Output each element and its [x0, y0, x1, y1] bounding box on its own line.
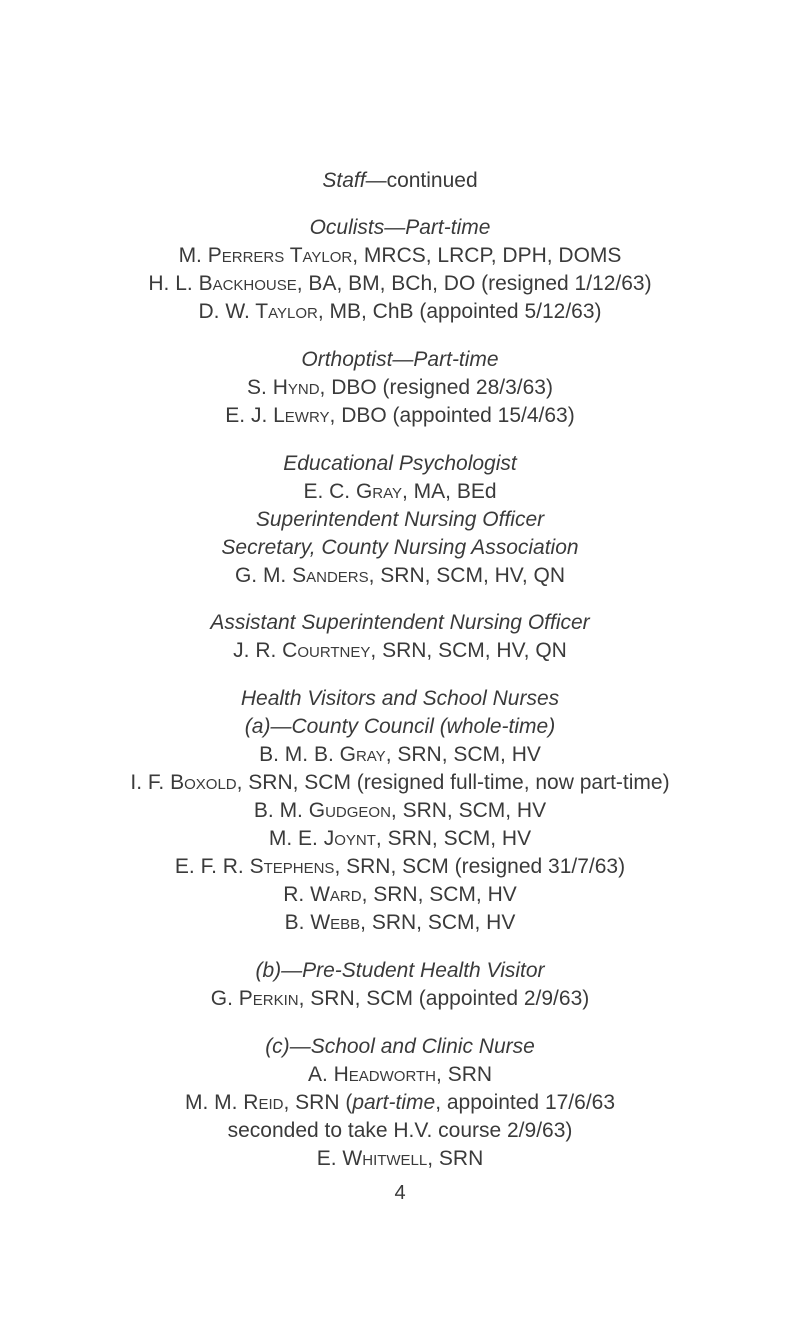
educational-psychologist-heading: Educational Psychologist [283, 452, 517, 475]
subsection-label: (c) [265, 1035, 290, 1058]
health-visitors-subheading-b [0, 958, 800, 984]
staff-details: , MA, BEd [402, 480, 497, 503]
staff-details: , SRN ( [283, 1091, 353, 1114]
staff-name: E. J. Lewry [225, 404, 330, 427]
staff-name: M. Perrers Taylor [178, 244, 353, 267]
orthoptist-entry [0, 375, 800, 401]
health-visitor-entry [0, 826, 800, 852]
orthoptist-heading: Orthoptist—Part-time [301, 348, 499, 371]
staff-details-italic: part-time [352, 1091, 436, 1114]
orthoptist-entry [0, 403, 800, 429]
page-title-rest: —continued [365, 169, 478, 192]
subsection-label: (a) [244, 715, 271, 738]
staff-name: M. E. Joynt [268, 827, 376, 850]
staff-details: , SRN, SCM, HV [390, 799, 547, 822]
staff-name: M. M. Reid [184, 1091, 284, 1114]
staff-name: I. F. Boxold [130, 771, 237, 794]
staff-details: , MB, ChB (appointed 5/12/63) [317, 300, 602, 323]
pre-student-entry [0, 986, 800, 1012]
staff-name: G. M. Sanders [234, 564, 369, 587]
staff-details: , SRN, SCM (resigned 31/7/63) [334, 855, 626, 878]
staff-name: B. M. B. Gray [259, 743, 386, 766]
staff-name: E. C. Gray [303, 480, 403, 503]
school-nurse-entry [0, 1062, 800, 1088]
staff-details: , SRN, SCM (appointed 2/9/63) [298, 987, 590, 1010]
subsection-title: —School and Clinic Nurse [289, 1035, 535, 1058]
health-visitor-entry [0, 742, 800, 768]
staff-name: B. M. Gudgeon [253, 799, 391, 822]
oculist-entry [0, 243, 800, 269]
page-title-italic: Staff [322, 169, 366, 192]
subsection-label: (b) [255, 959, 282, 982]
school-nurse-entry-continuation [0, 1118, 800, 1144]
staff-details: , SRN, SCM, HV, QN [368, 564, 566, 587]
health-visitor-entry [0, 854, 800, 880]
staff-details: , SRN, SCM, HV [385, 743, 541, 766]
staff-details: , SRN, SCM (resigned full-time, now part-time) [236, 771, 670, 794]
staff-details: seconded to take H.V. course 2/9/63) [227, 1119, 573, 1142]
staff-details: , MRCS, LRCP, DPH, DOMS [352, 244, 622, 267]
school-nurse-entry [0, 1090, 800, 1116]
staff-details: , SRN, SCM, HV [361, 883, 517, 906]
staff-details: , SRN [427, 1147, 484, 1170]
staff-details: , appointed 17/6/63 [435, 1091, 616, 1114]
superintendent-entry [0, 563, 800, 589]
health-visitor-entry [0, 798, 800, 824]
health-visitor-entry [0, 910, 800, 936]
staff-name: J. R. Courtney [233, 639, 371, 662]
staff-name: R. Ward [283, 883, 362, 906]
staff-name: S. Hynd [247, 376, 320, 399]
superintendent-heading: Superintendent Nursing Officer [255, 508, 545, 531]
staff-name: D. W. Taylor [198, 300, 318, 323]
health-visitors-subheading-a [0, 714, 800, 740]
staff-details: , DBO (appointed 15/4/63) [329, 404, 575, 427]
health-visitor-entry [0, 770, 800, 796]
health-visitor-entry [0, 882, 800, 908]
staff-name: E. F. R. Stephens [174, 855, 335, 878]
staff-details: , SRN, SCM, HV [375, 827, 532, 850]
superintendent-subheading: Secretary, County Nursing Association [221, 536, 579, 559]
staff-name: H. L. Backhouse [148, 272, 297, 295]
staff-name: G. Perkin [210, 987, 299, 1010]
staff-details: , SRN, SCM, HV, QN [370, 639, 567, 662]
subsection-title: —County Council (whole-time) [270, 715, 556, 738]
page-number: 4 [394, 1182, 406, 1204]
staff-details: , BA, BM, BCh, DO (resigned 1/12/63) [296, 272, 652, 295]
assistant-superintendent-entry [0, 638, 800, 664]
school-nurse-entry [0, 1146, 800, 1172]
staff-details: , SRN [436, 1063, 493, 1086]
health-visitors-subheading-c [0, 1034, 800, 1060]
oculist-entry [0, 299, 800, 325]
staff-name: E. Whitwell [316, 1147, 428, 1170]
subsection-title: —Pre-Student Health Visitor [281, 959, 545, 982]
page-title [0, 168, 800, 194]
staff-name: B. Webb [284, 911, 361, 934]
oculist-entry [0, 271, 800, 297]
oculists-heading: Oculists—Part-time [309, 216, 491, 239]
educational-psychologist-entry [0, 479, 800, 505]
health-visitors-heading: Health Visitors and School Nurses [240, 687, 560, 710]
staff-details: , DBO (resigned 28/3/63) [319, 376, 553, 399]
staff-name: A. Headworth [307, 1063, 437, 1086]
staff-details: , SRN, SCM, HV [360, 911, 516, 934]
assistant-superintendent-heading: Assistant Superintendent Nursing Officer [210, 611, 590, 634]
